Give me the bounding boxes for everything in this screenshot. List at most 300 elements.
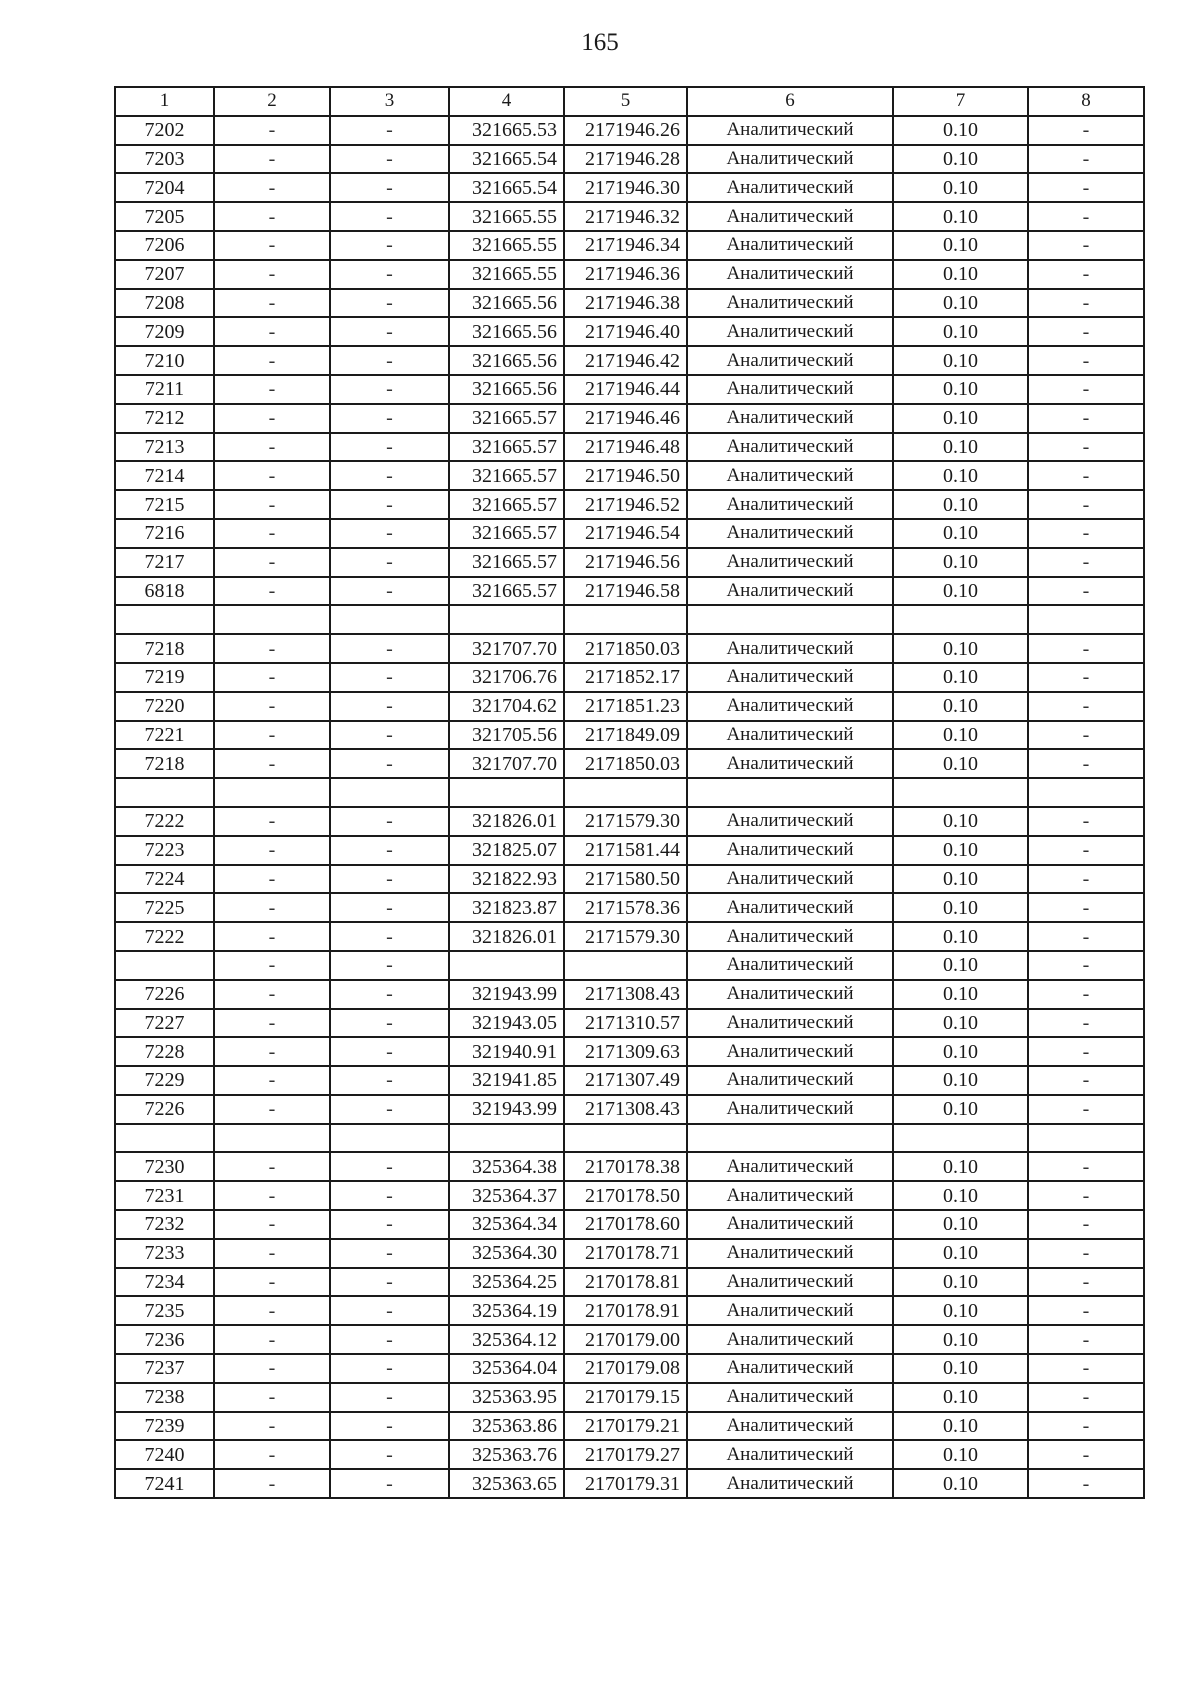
- cell-method: Аналитический: [687, 980, 893, 1009]
- cell-point-number: 7211: [115, 375, 214, 404]
- cell-col-8: -: [1028, 145, 1144, 174]
- cell-coord-y: 2171946.40: [564, 317, 687, 346]
- cell-accuracy: 0.10: [893, 490, 1028, 519]
- cell-coord-x: [449, 951, 564, 980]
- cell-coord-x: 321705.56: [449, 721, 564, 750]
- cell-col-2: -: [214, 1239, 330, 1268]
- cell-col-3: -: [330, 1066, 449, 1095]
- cell-col-3: -: [330, 519, 449, 548]
- cell-point-number: [115, 951, 214, 980]
- cell-accuracy: 0.10: [893, 404, 1028, 433]
- cell-col-2: -: [214, 1152, 330, 1181]
- cell-method: Аналитический: [687, 317, 893, 346]
- cell-col-3: -: [330, 461, 449, 490]
- cell-col-2: -: [214, 980, 330, 1009]
- column-header-5: 5: [564, 87, 687, 116]
- cell-point-number: 7232: [115, 1210, 214, 1239]
- cell-accuracy: 0.10: [893, 231, 1028, 260]
- cell-coord-x: 321665.56: [449, 375, 564, 404]
- cell-accuracy: [893, 1124, 1028, 1153]
- cell-accuracy: 0.10: [893, 202, 1028, 231]
- cell-accuracy: 0.10: [893, 145, 1028, 174]
- cell-point-number: 7212: [115, 404, 214, 433]
- cell-point-number: [115, 778, 214, 807]
- cell-accuracy: 0.10: [893, 317, 1028, 346]
- cell-coord-y: 2170179.21: [564, 1412, 687, 1441]
- cell-col-8: -: [1028, 721, 1144, 750]
- cell-point-number: 7228: [115, 1037, 214, 1066]
- cell-col-3: [330, 605, 449, 634]
- cell-col-2: [214, 605, 330, 634]
- cell-col-3: -: [330, 289, 449, 318]
- cell-method: Аналитический: [687, 202, 893, 231]
- cell-coord-y: 2171946.30: [564, 173, 687, 202]
- cell-accuracy: 0.10: [893, 1325, 1028, 1354]
- cell-method: Аналитический: [687, 692, 893, 721]
- cell-col-8: -: [1028, 1440, 1144, 1469]
- cell-coord-y: 2170178.60: [564, 1210, 687, 1239]
- table-row: [115, 1124, 1144, 1153]
- cell-accuracy: 0.10: [893, 749, 1028, 778]
- cell-point-number: 7225: [115, 893, 214, 922]
- cell-method: [687, 1124, 893, 1153]
- cell-coord-y: 2171579.30: [564, 807, 687, 836]
- cell-coord-x: 325363.76: [449, 1440, 564, 1469]
- cell-col-2: -: [214, 461, 330, 490]
- cell-col-8: -: [1028, 1325, 1144, 1354]
- cell-coord-x: 321665.57: [449, 461, 564, 490]
- table-row: [115, 1296, 1144, 1325]
- cell-coord-y: 2171946.50: [564, 461, 687, 490]
- table-row: [115, 548, 1144, 577]
- cell-coord-x: 321707.70: [449, 634, 564, 663]
- cell-coord-x: 321707.70: [449, 749, 564, 778]
- cell-coord-y: [564, 605, 687, 634]
- column-header-6: 6: [687, 87, 893, 116]
- column-header-7: 7: [893, 87, 1028, 116]
- cell-col-8: -: [1028, 490, 1144, 519]
- cell-coord-x: 321943.99: [449, 1095, 564, 1124]
- table-row: [115, 519, 1144, 548]
- cell-col-8: -: [1028, 807, 1144, 836]
- cell-col-2: -: [214, 116, 330, 145]
- cell-point-number: 6818: [115, 577, 214, 606]
- cell-col-2: -: [214, 346, 330, 375]
- cell-col-8: -: [1028, 173, 1144, 202]
- cell-coord-y: 2171946.58: [564, 577, 687, 606]
- cell-point-number: [115, 1124, 214, 1153]
- cell-coord-x: 321823.87: [449, 893, 564, 922]
- cell-accuracy: 0.10: [893, 260, 1028, 289]
- cell-coord-y: 2171581.44: [564, 836, 687, 865]
- cell-coord-y: [564, 1124, 687, 1153]
- cell-col-2: -: [214, 692, 330, 721]
- cell-point-number: 7206: [115, 231, 214, 260]
- cell-col-2: -: [214, 1354, 330, 1383]
- cell-method: Аналитический: [687, 519, 893, 548]
- cell-col-8: -: [1028, 1210, 1144, 1239]
- cell-coord-y: 2171852.17: [564, 663, 687, 692]
- cell-point-number: 7231: [115, 1181, 214, 1210]
- table-row: [115, 1239, 1144, 1268]
- cell-col-3: -: [330, 577, 449, 606]
- cell-col-2: -: [214, 375, 330, 404]
- cell-coord-x: [449, 1124, 564, 1153]
- cell-col-2: -: [214, 260, 330, 289]
- cell-col-3: -: [330, 836, 449, 865]
- cell-method: [687, 778, 893, 807]
- cell-col-3: -: [330, 1152, 449, 1181]
- cell-method: Аналитический: [687, 375, 893, 404]
- cell-col-2: [214, 778, 330, 807]
- cell-col-2: [214, 1124, 330, 1153]
- cell-col-2: -: [214, 519, 330, 548]
- cell-col-2: -: [214, 548, 330, 577]
- cell-coord-x: 325364.34: [449, 1210, 564, 1239]
- cell-col-8: -: [1028, 317, 1144, 346]
- cell-coord-y: 2171946.32: [564, 202, 687, 231]
- table-row: [115, 749, 1144, 778]
- cell-col-2: -: [214, 1210, 330, 1239]
- cell-col-8: -: [1028, 289, 1144, 318]
- cell-col-8: -: [1028, 922, 1144, 951]
- cell-coord-x: 321665.53: [449, 116, 564, 145]
- cell-method: Аналитический: [687, 1009, 893, 1038]
- cell-col-8: -: [1028, 1095, 1144, 1124]
- column-header-3: 3: [330, 87, 449, 116]
- cell-coord-y: 2171946.38: [564, 289, 687, 318]
- cell-coord-y: 2171580.50: [564, 865, 687, 894]
- cell-coord-x: 321665.56: [449, 346, 564, 375]
- cell-method: Аналитический: [687, 1181, 893, 1210]
- cell-accuracy: 0.10: [893, 692, 1028, 721]
- column-header-1: 1: [115, 87, 214, 116]
- cell-coord-x: 321665.57: [449, 404, 564, 433]
- cell-col-8: [1028, 605, 1144, 634]
- cell-coord-x: 321941.85: [449, 1066, 564, 1095]
- cell-method: Аналитический: [687, 1152, 893, 1181]
- table-row: [115, 1037, 1144, 1066]
- cell-point-number: 7205: [115, 202, 214, 231]
- cell-col-3: -: [330, 1009, 449, 1038]
- cell-accuracy: 0.10: [893, 519, 1028, 548]
- cell-col-3: -: [330, 433, 449, 462]
- cell-accuracy: 0.10: [893, 548, 1028, 577]
- cell-method: Аналитический: [687, 836, 893, 865]
- cell-coord-y: 2171946.52: [564, 490, 687, 519]
- cell-col-3: -: [330, 1210, 449, 1239]
- cell-coord-y: 2171850.03: [564, 749, 687, 778]
- cell-point-number: 7213: [115, 433, 214, 462]
- cell-col-3: -: [330, 692, 449, 721]
- cell-coord-x: 321665.57: [449, 577, 564, 606]
- cell-point-number: 7219: [115, 663, 214, 692]
- cell-accuracy: 0.10: [893, 836, 1028, 865]
- table-row: [115, 692, 1144, 721]
- cell-coord-x: 325363.86: [449, 1412, 564, 1441]
- cell-method: Аналитический: [687, 1268, 893, 1297]
- cell-col-2: -: [214, 433, 330, 462]
- cell-method: Аналитический: [687, 1210, 893, 1239]
- cell-coord-x: 321665.55: [449, 231, 564, 260]
- cell-col-8: -: [1028, 1469, 1144, 1498]
- cell-col-8: -: [1028, 865, 1144, 894]
- cell-coord-y: 2171307.49: [564, 1066, 687, 1095]
- cell-method: Аналитический: [687, 145, 893, 174]
- cell-col-3: -: [330, 980, 449, 1009]
- cell-accuracy: 0.10: [893, 893, 1028, 922]
- cell-col-3: -: [330, 1469, 449, 1498]
- column-header-8: 8: [1028, 87, 1144, 116]
- cell-col-3: -: [330, 317, 449, 346]
- cell-coord-y: 2171946.56: [564, 548, 687, 577]
- cell-coord-x: [449, 605, 564, 634]
- cell-col-3: -: [330, 749, 449, 778]
- cell-method: Аналитический: [687, 433, 893, 462]
- cell-coord-y: 2171946.34: [564, 231, 687, 260]
- cell-method: Аналитический: [687, 289, 893, 318]
- cell-col-2: -: [214, 289, 330, 318]
- cell-point-number: 7237: [115, 1354, 214, 1383]
- cell-col-2: -: [214, 663, 330, 692]
- cell-col-3: -: [330, 346, 449, 375]
- cell-method: Аналитический: [687, 577, 893, 606]
- cell-method: Аналитический: [687, 1239, 893, 1268]
- cell-accuracy: 0.10: [893, 173, 1028, 202]
- table-row: [115, 1383, 1144, 1412]
- table-row: [115, 1268, 1144, 1297]
- table-row: [115, 721, 1144, 750]
- cell-method: Аналитический: [687, 951, 893, 980]
- cell-col-8: [1028, 778, 1144, 807]
- cell-col-8: -: [1028, 951, 1144, 980]
- cell-col-8: -: [1028, 1296, 1144, 1325]
- cell-method: Аналитический: [687, 1325, 893, 1354]
- cell-accuracy: 0.10: [893, 1296, 1028, 1325]
- cell-coord-y: 2171946.46: [564, 404, 687, 433]
- cell-accuracy: 0.10: [893, 1354, 1028, 1383]
- table-row: [115, 317, 1144, 346]
- cell-point-number: [115, 605, 214, 634]
- cell-col-8: -: [1028, 577, 1144, 606]
- cell-point-number: 7223: [115, 836, 214, 865]
- cell-accuracy: 0.10: [893, 721, 1028, 750]
- table-row: [115, 778, 1144, 807]
- cell-col-8: -: [1028, 634, 1144, 663]
- cell-coord-y: [564, 951, 687, 980]
- table-row: [115, 116, 1144, 145]
- table-row: [115, 173, 1144, 202]
- cell-col-2: -: [214, 145, 330, 174]
- cell-point-number: 7238: [115, 1383, 214, 1412]
- cell-point-number: 7204: [115, 173, 214, 202]
- cell-coord-y: 2170179.31: [564, 1469, 687, 1498]
- cell-coord-y: 2170178.91: [564, 1296, 687, 1325]
- cell-coord-x: 321665.54: [449, 145, 564, 174]
- table-row: [115, 202, 1144, 231]
- table-row: [115, 807, 1144, 836]
- cell-coord-y: 2171310.57: [564, 1009, 687, 1038]
- cell-coord-x: 321665.57: [449, 519, 564, 548]
- table-row: [115, 375, 1144, 404]
- cell-col-3: -: [330, 922, 449, 951]
- cell-method: Аналитический: [687, 1383, 893, 1412]
- cell-col-3: -: [330, 1239, 449, 1268]
- table-row: [115, 1095, 1144, 1124]
- table-row: [115, 145, 1144, 174]
- cell-coord-y: 2170179.00: [564, 1325, 687, 1354]
- cell-accuracy: 0.10: [893, 865, 1028, 894]
- cell-col-3: -: [330, 1268, 449, 1297]
- cell-col-3: -: [330, 404, 449, 433]
- table-row: [115, 1009, 1144, 1038]
- cell-accuracy: [893, 605, 1028, 634]
- cell-col-3: -: [330, 1296, 449, 1325]
- cell-coord-y: 2171946.36: [564, 260, 687, 289]
- cell-method: Аналитический: [687, 461, 893, 490]
- cell-accuracy: 0.10: [893, 1009, 1028, 1038]
- cell-point-number: 7210: [115, 346, 214, 375]
- cell-col-3: -: [330, 202, 449, 231]
- cell-coord-y: 2170178.50: [564, 1181, 687, 1210]
- table-row: [115, 490, 1144, 519]
- cell-point-number: 7230: [115, 1152, 214, 1181]
- cell-accuracy: 0.10: [893, 1412, 1028, 1441]
- cell-coord-x: 325363.95: [449, 1383, 564, 1412]
- column-header-2: 2: [214, 87, 330, 116]
- cell-point-number: 7202: [115, 116, 214, 145]
- cell-accuracy: 0.10: [893, 1152, 1028, 1181]
- cell-col-3: -: [330, 1095, 449, 1124]
- cell-method: Аналитический: [687, 1066, 893, 1095]
- cell-coord-x: 321826.01: [449, 922, 564, 951]
- page-number: 165: [581, 29, 619, 56]
- cell-coord-y: 2170179.08: [564, 1354, 687, 1383]
- table-body: [115, 116, 1144, 1498]
- cell-coord-y: 2170178.38: [564, 1152, 687, 1181]
- cell-col-3: -: [330, 1383, 449, 1412]
- cell-col-2: -: [214, 1412, 330, 1441]
- cell-accuracy: 0.10: [893, 1383, 1028, 1412]
- table-row: [115, 404, 1144, 433]
- cell-coord-x: 325363.65: [449, 1469, 564, 1498]
- cell-method: Аналитический: [687, 721, 893, 750]
- coordinates-table: [114, 86, 1145, 1499]
- cell-point-number: 7224: [115, 865, 214, 894]
- cell-method: Аналитический: [687, 663, 893, 692]
- cell-coord-x: 321665.57: [449, 433, 564, 462]
- table-row: [115, 1152, 1144, 1181]
- table-row: [115, 231, 1144, 260]
- cell-col-3: -: [330, 260, 449, 289]
- cell-accuracy: 0.10: [893, 577, 1028, 606]
- cell-col-3: -: [330, 1440, 449, 1469]
- cell-col-8: -: [1028, 1354, 1144, 1383]
- cell-accuracy: 0.10: [893, 461, 1028, 490]
- cell-coord-y: 2171850.03: [564, 634, 687, 663]
- cell-col-8: -: [1028, 749, 1144, 778]
- cell-col-3: -: [330, 807, 449, 836]
- cell-method: Аналитический: [687, 922, 893, 951]
- cell-col-3: -: [330, 865, 449, 894]
- cell-col-2: -: [214, 1066, 330, 1095]
- cell-coord-y: 2171308.43: [564, 980, 687, 1009]
- cell-col-8: -: [1028, 231, 1144, 260]
- table-row: [115, 865, 1144, 894]
- cell-accuracy: 0.10: [893, 1210, 1028, 1239]
- cell-col-3: -: [330, 1325, 449, 1354]
- cell-col-2: -: [214, 634, 330, 663]
- cell-coord-x: 321822.93: [449, 865, 564, 894]
- cell-col-2: -: [214, 173, 330, 202]
- cell-accuracy: 0.10: [893, 1268, 1028, 1297]
- cell-method: Аналитический: [687, 173, 893, 202]
- cell-col-3: -: [330, 231, 449, 260]
- table-header-row: [115, 87, 1144, 116]
- cell-col-8: -: [1028, 893, 1144, 922]
- cell-coord-x: 321706.76: [449, 663, 564, 692]
- cell-col-2: -: [214, 1325, 330, 1354]
- cell-accuracy: 0.10: [893, 634, 1028, 663]
- cell-method: Аналитический: [687, 231, 893, 260]
- cell-point-number: 7215: [115, 490, 214, 519]
- cell-coord-x: 321665.56: [449, 289, 564, 318]
- cell-col-2: -: [214, 1037, 330, 1066]
- cell-coord-x: 325364.37: [449, 1181, 564, 1210]
- cell-coord-x: 321940.91: [449, 1037, 564, 1066]
- cell-col-2: -: [214, 1268, 330, 1297]
- cell-col-8: -: [1028, 1009, 1144, 1038]
- table-row: [115, 1325, 1144, 1354]
- table-row: [115, 634, 1144, 663]
- cell-point-number: 7209: [115, 317, 214, 346]
- cell-col-8: -: [1028, 1268, 1144, 1297]
- cell-point-number: 7241: [115, 1469, 214, 1498]
- cell-col-3: -: [330, 634, 449, 663]
- cell-col-2: -: [214, 893, 330, 922]
- cell-col-8: -: [1028, 375, 1144, 404]
- cell-col-2: -: [214, 1095, 330, 1124]
- cell-coord-x: 321665.54: [449, 173, 564, 202]
- cell-accuracy: 0.10: [893, 1440, 1028, 1469]
- table-row: [115, 836, 1144, 865]
- cell-col-3: -: [330, 1037, 449, 1066]
- cell-point-number: 7218: [115, 749, 214, 778]
- table-row: [115, 663, 1144, 692]
- cell-point-number: 7216: [115, 519, 214, 548]
- cell-method: Аналитический: [687, 749, 893, 778]
- cell-point-number: 7226: [115, 980, 214, 1009]
- cell-col-2: -: [214, 1296, 330, 1325]
- cell-point-number: 7222: [115, 807, 214, 836]
- table-row: [115, 980, 1144, 1009]
- cell-method: Аналитический: [687, 1412, 893, 1441]
- cell-col-3: -: [330, 145, 449, 174]
- cell-method: Аналитический: [687, 116, 893, 145]
- cell-method: Аналитический: [687, 865, 893, 894]
- cell-col-3: [330, 1124, 449, 1153]
- cell-coord-x: 325364.30: [449, 1239, 564, 1268]
- cell-accuracy: 0.10: [893, 1181, 1028, 1210]
- table-row: [115, 1469, 1144, 1498]
- cell-point-number: 7235: [115, 1296, 214, 1325]
- cell-accuracy: 0.10: [893, 663, 1028, 692]
- cell-coord-y: [564, 778, 687, 807]
- cell-accuracy: 0.10: [893, 922, 1028, 951]
- cell-col-2: -: [214, 836, 330, 865]
- cell-col-2: -: [214, 404, 330, 433]
- cell-point-number: 7222: [115, 922, 214, 951]
